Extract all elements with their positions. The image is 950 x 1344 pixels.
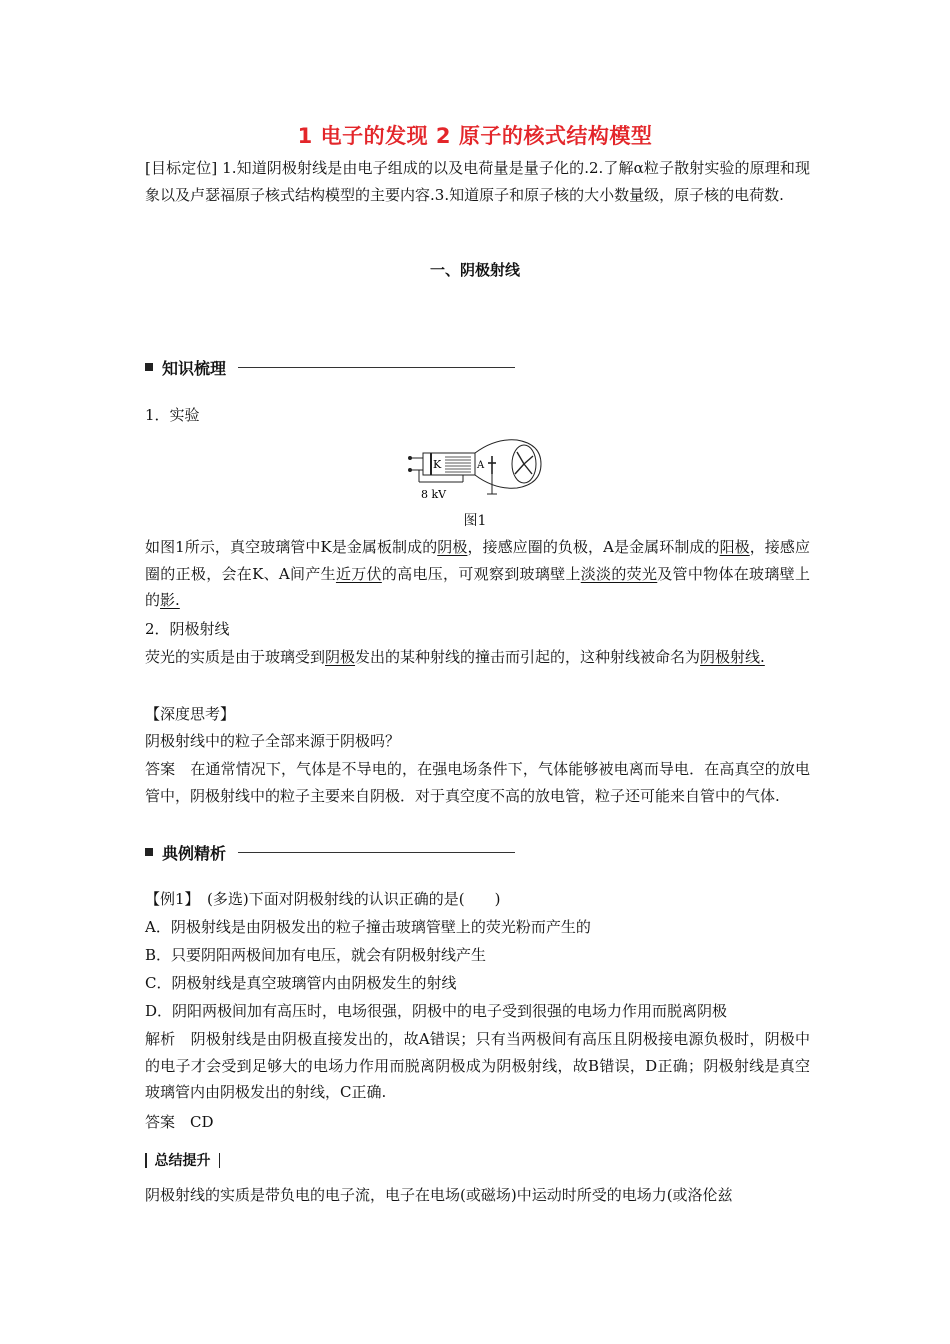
underlined-term: 阴极 (437, 538, 468, 556)
figure-caption: 图1 (463, 513, 487, 529)
learning-goals: [目标定位] 1.知道阴极射线是由电子组成的以及电荷量是量子化的.2.了解α粒子散射实验的原理和现象以及卢瑟福原子核式结构模型的主要内容.3.知道原子和原子核的大小数量级，原子核的电荷数. (145, 159, 810, 204)
cathode-ray-tube-figure (405, 436, 545, 502)
page-title: 1 电子的发现 2 原子的核式结构模型 (297, 124, 653, 148)
bar-left (145, 1153, 147, 1168)
section-heading-examples (145, 840, 515, 864)
text-run: 的高电压，可观察到玻璃壁上 (381, 564, 581, 583)
underlined-term: 阴极 (325, 648, 356, 666)
section-subheading: 一、阴极射线 (429, 261, 520, 279)
square-bullet-icon (145, 848, 153, 856)
terminal-1 (409, 457, 412, 460)
square-bullet-icon (145, 363, 153, 371)
section-heading-label: 知识梳理 (162, 358, 227, 378)
text-run: ，接感应圈的正极，会在K、A间产生 (145, 538, 810, 583)
example-stem: 【例1】 (多选)下面对阴极射线的认识正确的是( ) (145, 890, 501, 908)
option-b: B．只要阴阳两极间加有电压，就会有阴极射线产生 (145, 946, 487, 964)
heading-rule (238, 852, 515, 853)
section-heading-label: 典例精析 (162, 843, 227, 863)
terminal-2 (409, 469, 412, 472)
cathode-ray-description (145, 644, 810, 671)
underlined-term: 阴极射线. (700, 648, 765, 666)
label-voltage: 8 kV (421, 488, 447, 501)
label-k: K (433, 458, 442, 471)
text-run: 及管中物体在玻璃壁上的 (145, 564, 810, 609)
underlined-term: 近万伏 (335, 564, 382, 583)
text-run: 如图1所示，真空玻璃管中K是金属板制成的 (145, 538, 438, 556)
deep-think-answer: 答案 在通常情况下，气体是不导电的，在强电场条件下，气体能够被电离而导电．在高真空的放电管中，阴极射线中的粒子主要来自阴极．对于真空度不高的放电管，粒子还可能来自管中的气体. (145, 760, 810, 805)
item-experiment: 1．实验 (145, 406, 200, 424)
option-a: A．阴极射线是由阴极发出的粒子撞击玻璃管壁上的荧光粉而产生的 (145, 918, 591, 936)
underlined-term: 影. (160, 591, 180, 609)
bar-right (219, 1153, 221, 1168)
example-analysis: 解析 阴极射线是由阴极直接发出的，故A错误；只有当两极间有高压且阴极接电源负极时，阴极中的电子才会受到足够大的电场力作用而脱离阴极成为阴极射线，故B错误，D正确；阴极射线是真空玻璃管内由阴极发出的射线，C正确. (145, 1030, 810, 1101)
text-run: 荧光的实质是由于玻璃受到 (145, 648, 326, 666)
option-c: C．阴极射线是真空玻璃管内由阴极发生的射线 (145, 974, 457, 992)
deep-think-label: 【深度思考】 (145, 705, 236, 723)
deep-think-question: 阴极射线中的粒子全部来源于阴极吗？ (145, 732, 401, 750)
item-cathode-rays: 2．阴极射线 (145, 620, 230, 638)
heading-rule (238, 367, 515, 368)
section-heading-knowledge (145, 355, 515, 379)
ray-lines (445, 457, 471, 472)
summary-text: 阴极射线的实质是带负电的电子流，电子在电场(或磁场)中运动时所受的电场力(或洛伦兹 (145, 1186, 733, 1204)
experiment-description (145, 534, 810, 614)
text-run: 发出的某种射线的撞击而引起的，这种射线被命名为 (355, 648, 701, 666)
label-a: A (477, 460, 485, 471)
text-run: ，接感应圈的负极，A是金属环制成的 (467, 538, 720, 556)
summary-label: 总结提升 (154, 1153, 211, 1169)
underlined-term: 阳极 (719, 538, 750, 556)
summary-heading (145, 1148, 220, 1172)
tube-bulb (475, 440, 541, 488)
underlined-term: 淡淡的荧光 (580, 564, 658, 583)
example-answer: 答案 CD (145, 1113, 214, 1131)
shadow-pattern (515, 452, 533, 474)
option-d: D．阴阳两极间加有高压时，电场很强，阴极中的电子受到很强的电场力作用而脱离阴极 (145, 1002, 728, 1020)
